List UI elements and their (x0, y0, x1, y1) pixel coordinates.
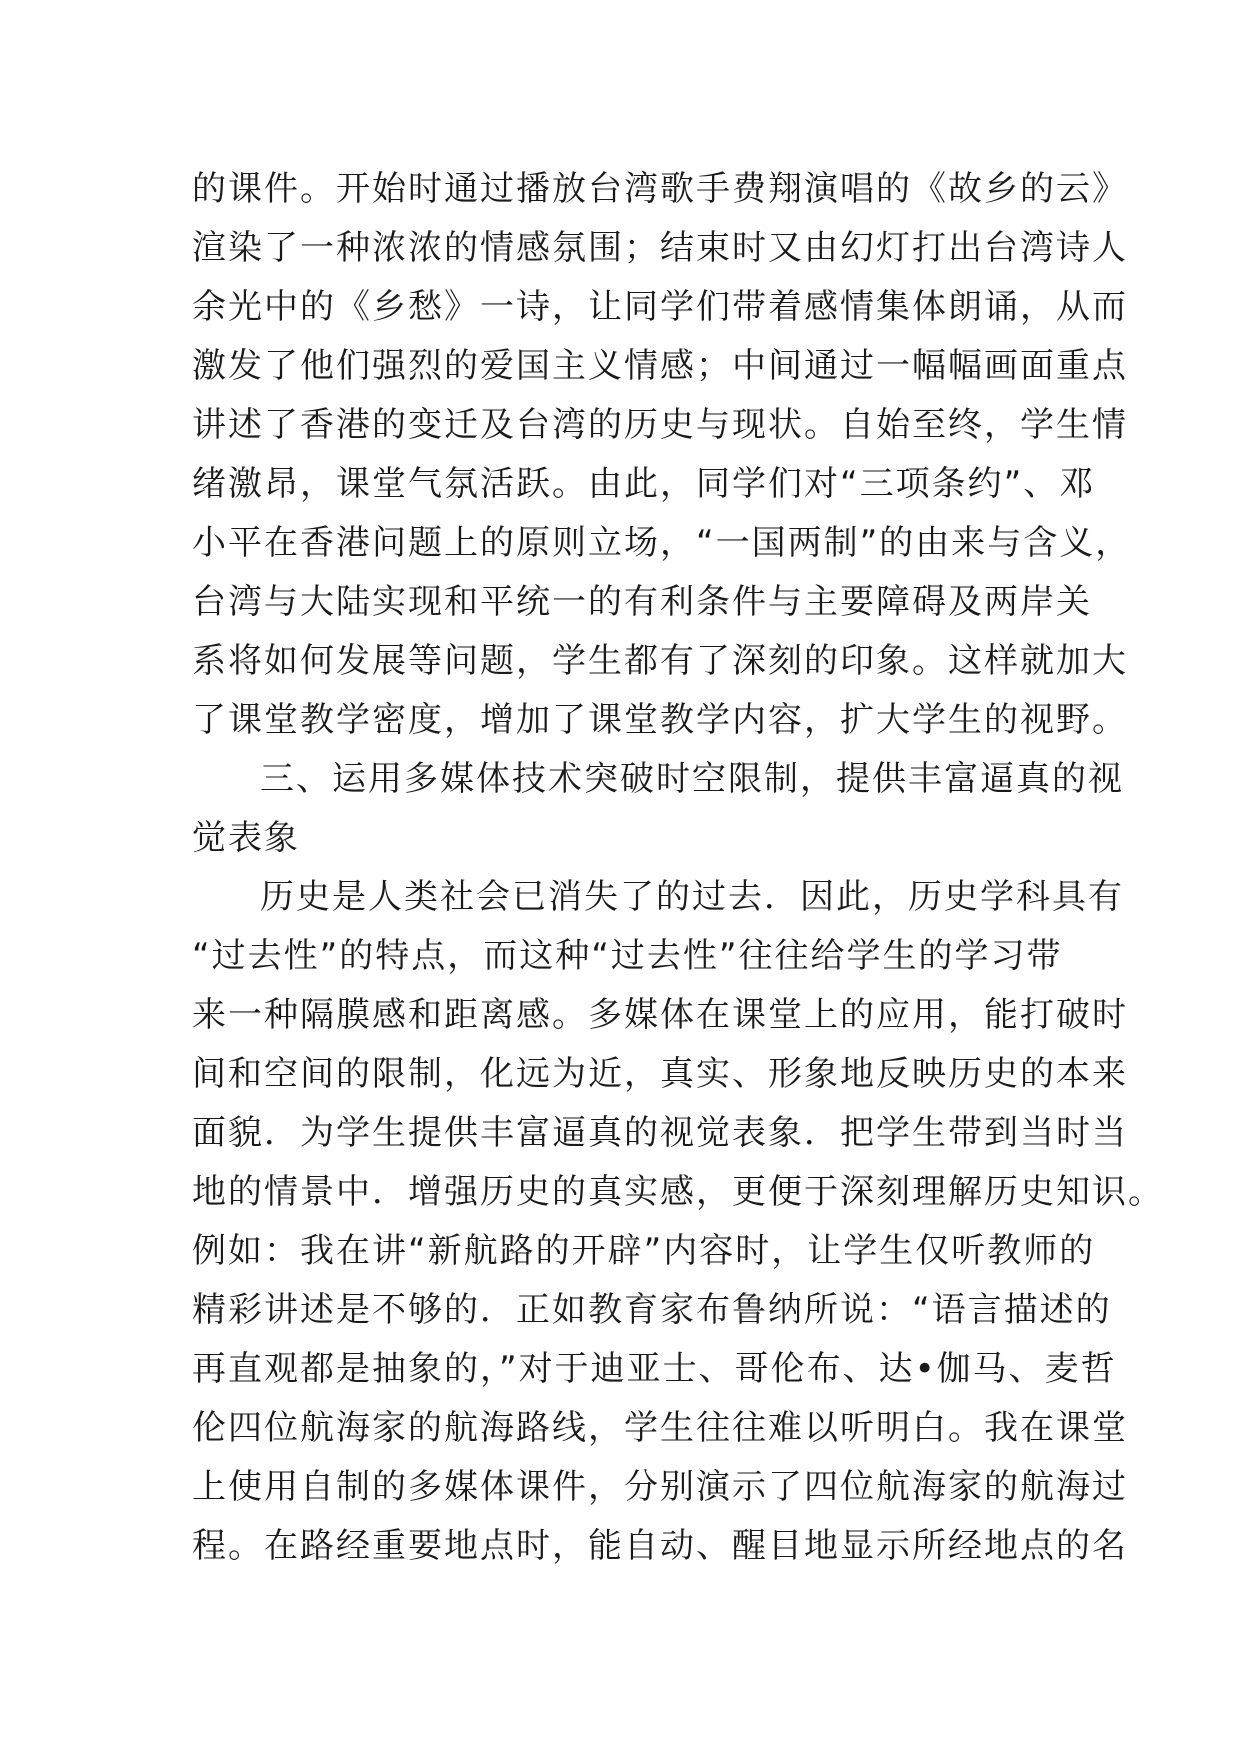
text-line: 地的情景中．增强历史的真实感，更便于深刻理解历史知识。 (192, 1172, 1164, 1212)
text-line: 间和空间的限制，化远为近，真实、形象地反映历史的本来 (192, 1054, 1128, 1094)
text-line: 程。在路经重要地点时，能自动、醒目地显示所经地点的名 (192, 1526, 1128, 1566)
text-line: 精彩讲述是不够的．正如教育家布鲁纳所说：“语言描述的 (192, 1290, 1112, 1330)
text-line: 讲述了香港的变迁及台湾的历史与现状。自始至终，学生情 (192, 405, 1128, 445)
text-line: 再直观都是抽象的，”对于迪亚士、哥伦布、达•伽马、麦哲 (192, 1349, 1117, 1389)
text-line: 例如：我在讲“新航路的开辟”内容时，让学生仅听教师的 (192, 1231, 1096, 1271)
text-line: 伦四位航海家的航海路线，学生往往难以听明白。我在课堂 (192, 1408, 1128, 1448)
text-line: 台湾与大陆实现和平统一的有利条件与主要障碍及两岸关 (192, 582, 1092, 622)
section-heading-line: 觉表象 (192, 818, 300, 858)
text-line: 小平在香港问题上的原则立场，“一国两制”的由来与含义， (192, 523, 1132, 563)
section-heading-line: 三、运用多媒体技术突破时空限制，提供丰富逼真的视 (260, 759, 1124, 799)
text-line: 余光中的《乡愁》一诗，让同学们带着感情集体朗诵，从而 (192, 287, 1128, 327)
text-line: 历史是人类社会已消失了的过去．因此，历史学科具有 (260, 877, 1124, 917)
text-line: 面貌．为学生提供丰富逼真的视觉表象．把学生带到当时当 (192, 1113, 1128, 1153)
text-line: “过去性”的特点，而这种“过去性”往往给学生的学习带 (192, 936, 1063, 976)
text-line: 的课件。开始时通过播放台湾歌手费翔演唱的《故乡的云》 (192, 169, 1128, 209)
text-line: 激发了他们强烈的爱国主义情感；中间通过一幅幅画面重点 (192, 346, 1128, 386)
text-line: 上使用自制的多媒体课件，分别演示了四位航海家的航海过 (192, 1467, 1128, 1507)
text-line: 了课堂教学密度，增加了课堂教学内容，扩大学生的视野。 (192, 700, 1128, 740)
text-line: 渲染了一种浓浓的情感氛围；结束时又由幻灯打出台湾诗人 (192, 228, 1128, 268)
text-line: 来一种隔膜感和距离感。多媒体在课堂上的应用，能打破时 (192, 995, 1128, 1035)
text-line: 系将如何发展等问题，学生都有了深刻的印象。这样就加大 (192, 641, 1128, 681)
text-line: 绪激昂，课堂气氛活跃。由此，同学们对“三项条约”、邓 (192, 464, 1096, 504)
